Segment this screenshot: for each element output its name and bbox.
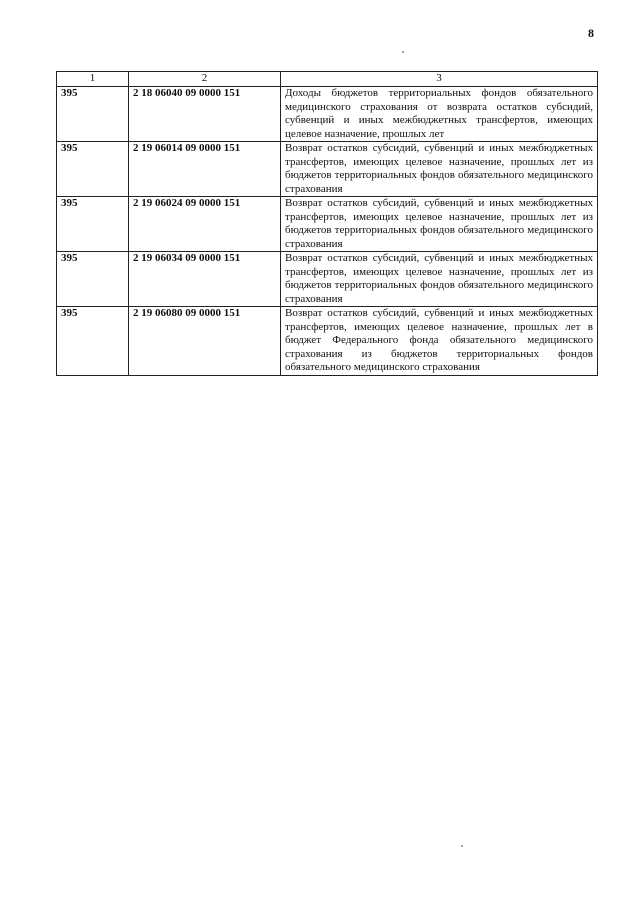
table-row	[57, 307, 598, 376]
admin-code-cell: 395	[57, 142, 129, 197]
table-row	[57, 252, 598, 307]
budget-code-cell: 2 19 06014 09 0000 151	[129, 142, 281, 197]
admin-code-cell: 395	[57, 197, 129, 252]
scan-speck	[402, 51, 404, 53]
budget-code-cell: 2 18 06040 09 0000 151	[129, 87, 281, 142]
description-cell: Возврат остатков субсидий, субвенций и иных межбюджетных трансфертов, имеющих целевое назначение, прошлых лет в бюджет Федерального фонда обязательного медицинского страхования из бюджетов территориальных фондов обязательного медицинского страхования	[281, 307, 598, 376]
admin-code-cell: 395	[57, 252, 129, 307]
admin-code-cell: 395	[57, 307, 129, 376]
table-row	[57, 197, 598, 252]
table-row	[57, 142, 598, 197]
scan-speck	[461, 845, 463, 847]
description-cell: Доходы бюджетов территориальных фондов обязательного медицинского страхования от возврата остатков субсидий, субвенций и иных межбюджетных трансфертов, имеющих целевое назначение, прошлых лет	[281, 87, 598, 142]
table-row	[57, 87, 598, 142]
column-header-2: 2	[129, 72, 281, 87]
budget-codes-table	[56, 71, 598, 376]
page-number: 8	[588, 26, 594, 40]
table-header-row	[57, 72, 598, 87]
budget-code-cell: 2 19 06034 09 0000 151	[129, 252, 281, 307]
budget-code-cell: 2 19 06080 09 0000 151	[129, 307, 281, 376]
column-header-3: 3	[281, 72, 598, 87]
description-cell: Возврат остатков субсидий, субвенций и иных межбюджетных трансфертов, имеющих целевое назначение, прошлых лет из бюджетов территориальных фондов обязательного медицинского страхования	[281, 142, 598, 197]
description-cell: Возврат остатков субсидий, субвенций и иных межбюджетных трансфертов, имеющих целевое назначение, прошлых лет из бюджетов территориальных фондов обязательного медицинского страхования	[281, 197, 598, 252]
admin-code-cell: 395	[57, 87, 129, 142]
column-header-1: 1	[57, 72, 129, 87]
description-cell: Возврат остатков субсидий, субвенций и иных межбюджетных трансфертов, имеющих целевое назначение, прошлых лет из бюджетов территориальных фондов обязательного медицинского страхования	[281, 252, 598, 307]
budget-code-cell: 2 19 06024 09 0000 151	[129, 197, 281, 252]
